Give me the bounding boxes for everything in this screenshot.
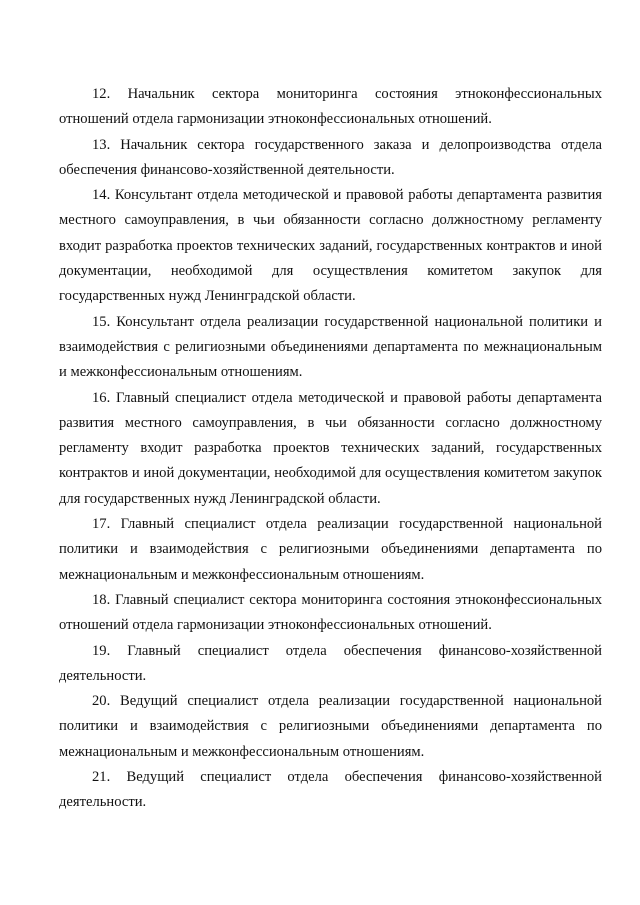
paragraph-item-20: 20. Ведущий специалист отдела реализации государственной национальной политики и взаимодействия с религиозными объединениями департамента по межнациональным и межконфессиональным отношениям. [59, 693, 602, 760]
paragraph-item-12: 12. Начальник сектора мониторинга состояния этноконфессиональных отношений отдела гармонизации этноконфессиональных отношений. [59, 86, 602, 128]
paragraph-item-15: 15. Консультант отдела реализации государственной национальной политики и взаимодействия с религиозными объединениями департамента по межнациональным и межконфессиональным отношениям. [59, 313, 602, 381]
paragraph-item-21: 21. Ведущий специалист отдела обеспечения финансово-хозяйственной деятельности. [59, 769, 602, 811]
paragraph-item-16: 16. Главный специалист отдела методической и правовой работы департамента развития местного самоуправления, в чьи обязанности согласно должностному регламенту входит разработка проектов технических заданий, государственных контрактов и иной документации, необходимой для осуществления комитетом закупок для государственных нужд Ленинградской области. [59, 389, 602, 507]
paragraph-item-13: 13. Начальник сектора государственного заказа и делопроизводства отдела обеспечения финансово-хозяйственной деятельности. [59, 136, 602, 178]
paragraph-item-17: 17. Главный специалист отдела реализации государственной национальной политики и взаимодействия с религиозными объединениями департамента по межнациональным и межконфессиональным отношениям. [59, 516, 602, 583]
document-body [59, 82, 602, 816]
paragraph-item-14: 14. Консультант отдела методической и правовой работы департамента развития местного самоуправления, в чьи обязанности согласно должностному регламенту входит разработка проектов технических заданий, государственных контрактов и иной документации, необходимой для осуществления комитетом закупок для государственных нужд Ленинградской области. [59, 187, 602, 305]
paragraph-item-18: 18. Главный специалист сектора мониторинга состояния этноконфессиональных отношений отдела гармонизации этноконфессиональных отношений. [59, 591, 602, 634]
paragraph-item-19: 19. Главный специалист отдела обеспечения финансово-хозяйственной деятельности. [59, 642, 602, 684]
